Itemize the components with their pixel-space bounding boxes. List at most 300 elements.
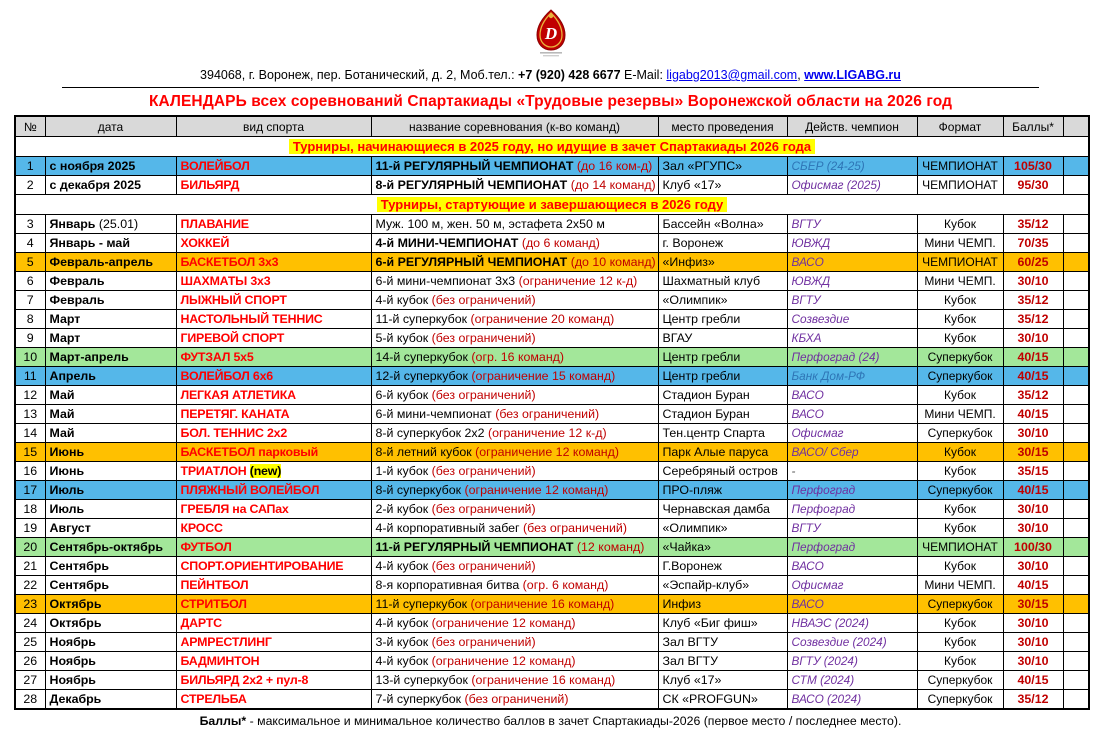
row-number-cell: 19 <box>15 519 45 538</box>
points-cell: 30/10 <box>1003 424 1063 443</box>
competition-name-cell <box>371 157 658 176</box>
empty-cell <box>1063 176 1089 195</box>
competition-name: Муж. 100 м, жен. 50 м, эстафета 2х50 м <box>375 217 605 231</box>
date-cell: Февраль <box>45 272 176 291</box>
competition-limit-note: (ограничение 12 команд) <box>475 445 619 459</box>
competition-name: 11-й РЕГУЛЯРНЫЙ ЧЕМПИОНАТ <box>375 159 574 173</box>
sport-cell: ЛЫЖНЫЙ СПОРТ <box>176 291 371 310</box>
empty-cell <box>1063 614 1089 633</box>
competition-limit-note: (без ограничений) <box>431 464 536 478</box>
champion-cell: КБХА <box>787 329 917 348</box>
competition-name: 11-й суперкубок <box>375 312 468 326</box>
row-number-cell: 28 <box>15 690 45 710</box>
empty-cell <box>1063 348 1089 367</box>
row-number-cell: 11 <box>15 367 45 386</box>
row-number-cell: 10 <box>15 348 45 367</box>
competition-name-cell <box>371 614 658 633</box>
date-cell: Сентябрь <box>45 576 176 595</box>
date-cell: Июнь <box>45 462 176 481</box>
sport-cell: ГРЕБЛЯ на САПах <box>176 500 371 519</box>
format-cell: Кубок <box>917 500 1003 519</box>
sport-cell: ШАХМАТЫ 3х3 <box>176 272 371 291</box>
champion-cell: НВАЭС (2024) <box>787 614 917 633</box>
empty-cell <box>1063 595 1089 614</box>
points-cell: 35/12 <box>1003 291 1063 310</box>
table-row <box>15 310 1089 329</box>
champion-cell: Перфоград (24) <box>787 348 917 367</box>
sport-cell: ПЛЯЖНЫЙ ВОЛЕЙБОЛ <box>176 481 371 500</box>
format-cell: ЧЕМПИОНАТ <box>917 157 1003 176</box>
empty-cell <box>1063 633 1089 652</box>
points-cell: 35/12 <box>1003 215 1063 234</box>
competition-name-cell <box>371 424 658 443</box>
empty-cell <box>1063 405 1089 424</box>
sport-cell: КРОСС <box>176 519 371 538</box>
format-cell: Кубок <box>917 652 1003 671</box>
table-row <box>15 348 1089 367</box>
footer-points-text: - максимальное и минимальное количество баллов в зачет Спартакиады-2026 (первое место / последнее место). <box>246 714 902 728</box>
format-cell: Суперкубок <box>917 348 1003 367</box>
points-cell: 35/12 <box>1003 690 1063 710</box>
competition-limit-note: (ограничение 12 команд) <box>431 616 576 630</box>
venue-cell: Клуб «17» <box>658 671 787 690</box>
sport-cell: СПОРТ.ОРИЕНТИРОВАНИЕ <box>176 557 371 576</box>
contact-address: 394068, г. Воронеж, пер. Ботанический, д. 2, Моб.тел.: <box>200 68 519 82</box>
champion-cell: ВГТУ <box>787 519 917 538</box>
competition-limit-note: (без ограничений) <box>431 388 536 402</box>
champion-cell: ВАСО/ Сбер <box>787 443 917 462</box>
date-cell: Февраль <box>45 291 176 310</box>
section-banner-text: Турниры, стартующие и завершающиеся в 2026 году <box>377 197 728 212</box>
format-cell: Суперкубок <box>917 671 1003 690</box>
competition-name: 4-й кубок <box>375 293 429 307</box>
table-row <box>15 557 1089 576</box>
date-cell: Январь - май <box>45 234 176 253</box>
points-cell: 40/15 <box>1003 348 1063 367</box>
contact-separator: , <box>797 68 805 82</box>
svg-text:D: D <box>544 24 557 43</box>
row-number-cell: 1 <box>15 157 45 176</box>
competition-name-cell <box>371 329 658 348</box>
row-number-cell: 9 <box>15 329 45 348</box>
date-cell: Июнь <box>45 443 176 462</box>
table-row <box>15 405 1089 424</box>
format-cell: Кубок <box>917 614 1003 633</box>
champion-cell: ВАСО <box>787 557 917 576</box>
venue-cell: Г.Воронеж <box>658 557 787 576</box>
sport-cell: ВОЛЕЙБОЛ 6х6 <box>176 367 371 386</box>
venue-cell: «Олимпик» <box>658 291 787 310</box>
table-row <box>15 500 1089 519</box>
competition-limit-note: (ограничение 16 команд) <box>471 673 616 687</box>
calendar-table-body <box>15 137 1089 710</box>
competition-name-cell <box>371 595 658 614</box>
competition-name: 4-й кубок <box>375 616 429 630</box>
venue-cell: Шахматный клуб <box>658 272 787 291</box>
competition-name: 6-й кубок <box>375 388 429 402</box>
venue-cell: Центр гребли <box>658 367 787 386</box>
venue-cell: Клуб «Биг фиш» <box>658 614 787 633</box>
date-cell: Июль <box>45 500 176 519</box>
row-number-cell: 16 <box>15 462 45 481</box>
champion-cell: ВАСО <box>787 386 917 405</box>
sport-cell: ЛЕГКАЯ АТЛЕТИКА <box>176 386 371 405</box>
competition-name-cell <box>371 633 658 652</box>
section-banner-cell <box>15 137 1089 157</box>
competition-name-cell <box>371 443 658 462</box>
competition-name-cell <box>371 557 658 576</box>
venue-cell: Парк Алые паруса <box>658 443 787 462</box>
table-row <box>15 234 1089 253</box>
champion-cell: ЮВЖД <box>787 234 917 253</box>
col-header-empty <box>1063 116 1089 137</box>
competition-limit-note: (ограничение 15 команд) <box>471 369 616 383</box>
empty-cell <box>1063 329 1089 348</box>
col-header-sport: вид спорта <box>176 116 371 137</box>
competition-limit-note: (без ограничений) <box>495 407 600 421</box>
champion-cell: Банк Дом-РФ <box>787 367 917 386</box>
venue-cell: «Чайка» <box>658 538 787 557</box>
competition-name-cell <box>371 576 658 595</box>
points-cell: 35/12 <box>1003 386 1063 405</box>
competition-limit-note: (12 команд) <box>576 540 645 554</box>
venue-cell: Зал «РГУПС» <box>658 157 787 176</box>
row-number-cell: 27 <box>15 671 45 690</box>
competition-name: 8-й суперкубок <box>375 483 462 497</box>
sport-cell: ПЕРЕТЯГ. КАНАТА <box>176 405 371 424</box>
champion-cell: Офисмаг <box>787 576 917 595</box>
competition-name: 4-й кубок <box>375 559 429 573</box>
sport-cell: АРМРЕСТЛИНГ <box>176 633 371 652</box>
table-row <box>15 652 1089 671</box>
champion-cell: ВГТУ <box>787 215 917 234</box>
empty-cell <box>1063 215 1089 234</box>
champion-cell: - <box>787 462 917 481</box>
email-link[interactable]: ligabg2013@gmail.com <box>666 68 798 82</box>
row-number-cell: 20 <box>15 538 45 557</box>
table-row <box>15 576 1089 595</box>
table-row <box>15 538 1089 557</box>
competition-name-cell <box>371 519 658 538</box>
format-cell: Кубок <box>917 215 1003 234</box>
sport-cell: ДАРТС <box>176 614 371 633</box>
row-number-cell: 26 <box>15 652 45 671</box>
date-cell: Март <box>45 310 176 329</box>
format-cell: Кубок <box>917 386 1003 405</box>
competition-name-cell <box>371 348 658 367</box>
table-row <box>15 253 1089 272</box>
table-row <box>15 614 1089 633</box>
venue-cell: Бассейн «Волна» <box>658 215 787 234</box>
competition-limit-note: (до 6 команд) <box>521 236 600 250</box>
empty-cell <box>1063 519 1089 538</box>
sport-cell: СТРИТБОЛ <box>176 595 371 614</box>
row-number-cell: 14 <box>15 424 45 443</box>
date-cell: Апрель <box>45 367 176 386</box>
competition-name: 14-й суперкубок <box>375 350 468 364</box>
website-link[interactable]: www.LIGABG.ru <box>804 68 901 82</box>
format-cell: Кубок <box>917 310 1003 329</box>
date-cell: Июль <box>45 481 176 500</box>
competition-limit-note: (без ограничений) <box>431 559 536 573</box>
points-cell: 40/15 <box>1003 671 1063 690</box>
date-cell: Декабрь <box>45 690 176 710</box>
row-number-cell: 25 <box>15 633 45 652</box>
date-cell: Март <box>45 329 176 348</box>
row-number-cell: 3 <box>15 215 45 234</box>
row-number-cell: 12 <box>15 386 45 405</box>
empty-cell <box>1063 500 1089 519</box>
competition-name: 11-й РЕГУЛЯРНЫЙ ЧЕМПИОНАТ <box>375 540 574 554</box>
venue-cell: Чернавская дамба <box>658 500 787 519</box>
sport-cell: БИЛЬЯРД <box>176 176 371 195</box>
row-number-cell: 7 <box>15 291 45 310</box>
competition-limit-note: (ограничение 12 команд) <box>464 483 609 497</box>
competition-limit-note: (огр. 6 команд) <box>522 578 609 592</box>
table-header-row <box>15 116 1089 137</box>
competition-name: 8-й летний кубок <box>375 445 472 459</box>
venue-cell: ВГАУ <box>658 329 787 348</box>
competition-name: 4-й корпоративный забег <box>375 521 520 535</box>
points-cell: 35/12 <box>1003 310 1063 329</box>
date-cell: Сентябрь-октябрь <box>45 538 176 557</box>
table-row <box>15 671 1089 690</box>
points-cell: 95/30 <box>1003 176 1063 195</box>
competition-name-cell <box>371 405 658 424</box>
row-number-cell: 23 <box>15 595 45 614</box>
competition-name-cell <box>371 652 658 671</box>
competition-limit-note: (до 14 команд) <box>570 178 656 192</box>
competition-limit-note: (без ограничений) <box>431 502 536 516</box>
col-header-date: дата <box>45 116 176 137</box>
header-divider <box>62 87 1039 88</box>
champion-cell: Созвездие (2024) <box>787 633 917 652</box>
competition-name-cell <box>371 291 658 310</box>
col-header-champion: Действ. чемпион <box>787 116 917 137</box>
champion-cell: Перфоград <box>787 481 917 500</box>
competition-name: 4-й МИНИ-ЧЕМПИОНАТ <box>375 236 519 250</box>
table-row <box>15 633 1089 652</box>
venue-cell: Центр гребли <box>658 348 787 367</box>
competition-name: 5-й кубок <box>375 331 429 345</box>
points-cell: 100/30 <box>1003 538 1063 557</box>
competition-limit-note: (ограничение 12 к-д) <box>487 426 607 440</box>
row-number-cell: 21 <box>15 557 45 576</box>
points-cell: 40/15 <box>1003 405 1063 424</box>
date-note: (25.01) <box>98 217 139 231</box>
competition-name: 8-й РЕГУЛЯРНЫЙ ЧЕМПИОНАТ <box>375 178 568 192</box>
venue-cell: Зал ВГТУ <box>658 633 787 652</box>
points-cell: 30/15 <box>1003 595 1063 614</box>
competition-name-cell <box>371 310 658 329</box>
empty-cell <box>1063 253 1089 272</box>
empty-cell <box>1063 367 1089 386</box>
date-cell: Сентябрь <box>45 557 176 576</box>
empty-cell <box>1063 576 1089 595</box>
empty-cell <box>1063 157 1089 176</box>
competition-name: 6-й РЕГУЛЯРНЫЙ ЧЕМПИОНАТ <box>375 255 568 269</box>
points-cell: 60/25 <box>1003 253 1063 272</box>
format-cell: ЧЕМПИОНАТ <box>917 538 1003 557</box>
points-cell: 40/15 <box>1003 481 1063 500</box>
format-cell: Мини ЧЕМП. <box>917 576 1003 595</box>
sport-cell: ФУТЗАЛ 5х5 <box>176 348 371 367</box>
contact-email-label: E-Mail: <box>620 68 667 82</box>
col-header-points: Баллы* <box>1003 116 1063 137</box>
venue-cell: Тен.центр Спарта <box>658 424 787 443</box>
section-banner-row <box>15 195 1089 215</box>
format-cell: Мини ЧЕМП. <box>917 234 1003 253</box>
col-header-competition: название соревнования (к-во команд) <box>371 116 658 137</box>
date-cell: Март-апрель <box>45 348 176 367</box>
row-number-cell: 17 <box>15 481 45 500</box>
date-cell: Май <box>45 424 176 443</box>
empty-cell <box>1063 443 1089 462</box>
champion-cell: ВГТУ (2024) <box>787 652 917 671</box>
format-cell: Суперкубок <box>917 690 1003 710</box>
date-cell: Ноябрь <box>45 652 176 671</box>
sport-cell: БОЛ. ТЕННИС 2х2 <box>176 424 371 443</box>
table-row <box>15 519 1089 538</box>
page-title: КАЛЕНДАРЬ всех соревнований Спартакиады «Трудовые резервы» Воронежской области на 2026 год <box>148 93 953 110</box>
date-cell: Май <box>45 386 176 405</box>
col-header-format: Формат <box>917 116 1003 137</box>
date-cell: с декабря 2025 <box>45 176 176 195</box>
row-number-cell: 4 <box>15 234 45 253</box>
date-cell: Февраль-апрель <box>45 253 176 272</box>
row-number-cell: 8 <box>15 310 45 329</box>
competition-limit-note: (до 10 команд) <box>570 255 656 269</box>
empty-cell <box>1063 310 1089 329</box>
format-cell: Кубок <box>917 462 1003 481</box>
table-row <box>15 329 1089 348</box>
liga-logo-icon <box>530 8 572 58</box>
venue-cell: ПРО-пляж <box>658 481 787 500</box>
venue-cell: «Эспайр-клуб» <box>658 576 787 595</box>
competition-limit-note: (без ограничений) <box>464 692 569 706</box>
champion-cell: ВАСО (2024) <box>787 690 917 710</box>
competition-name: 3-й кубок <box>375 635 429 649</box>
format-cell: Мини ЧЕМП. <box>917 405 1003 424</box>
competition-limit-note: (ограничение 20 команд) <box>470 312 615 326</box>
header-logo-area <box>0 0 1101 66</box>
competition-name: 12-й суперкубок <box>375 369 468 383</box>
champion-cell: СТМ (2024) <box>787 671 917 690</box>
format-cell: Суперкубок <box>917 595 1003 614</box>
col-header-venue: место проведения <box>658 116 787 137</box>
empty-cell <box>1063 462 1089 481</box>
competition-name: 2-й кубок <box>375 502 429 516</box>
points-cell: 30/10 <box>1003 652 1063 671</box>
sport-cell: ФУТБОЛ <box>176 538 371 557</box>
table-row <box>15 690 1089 710</box>
row-number-cell: 6 <box>15 272 45 291</box>
competition-name: 8-й суперкубок 2х2 <box>375 426 485 440</box>
format-cell: Кубок <box>917 633 1003 652</box>
competition-name-cell <box>371 690 658 710</box>
row-number-cell: 18 <box>15 500 45 519</box>
empty-cell <box>1063 671 1089 690</box>
empty-cell <box>1063 652 1089 671</box>
champion-cell: ВАСО <box>787 253 917 272</box>
row-number-cell: 13 <box>15 405 45 424</box>
table-row <box>15 272 1089 291</box>
footer-note <box>0 714 1101 728</box>
table-row <box>15 386 1089 405</box>
competition-name-cell <box>371 253 658 272</box>
empty-cell <box>1063 424 1089 443</box>
sport-new-badge: (new) <box>249 464 282 478</box>
venue-cell: Инфиз <box>658 595 787 614</box>
table-row <box>15 424 1089 443</box>
competition-name: 6-й мини-чемпионат <box>375 407 492 421</box>
competition-limit-note: (без ограничений) <box>431 635 536 649</box>
competition-name-cell <box>371 367 658 386</box>
competition-name-cell <box>371 234 658 253</box>
format-cell: Суперкубок <box>917 481 1003 500</box>
competition-name-cell <box>371 272 658 291</box>
champion-cell: Перфоград <box>787 538 917 557</box>
contact-phone: +7 (920) 428 6677 <box>518 68 621 82</box>
points-cell: 40/15 <box>1003 367 1063 386</box>
table-row <box>15 595 1089 614</box>
points-cell: 40/15 <box>1003 576 1063 595</box>
points-cell: 70/35 <box>1003 234 1063 253</box>
points-cell: 30/10 <box>1003 329 1063 348</box>
venue-cell: «Инфиз» <box>658 253 787 272</box>
table-row <box>15 291 1089 310</box>
champion-cell: ЮВЖД <box>787 272 917 291</box>
table-row <box>15 367 1089 386</box>
format-cell: Кубок <box>917 519 1003 538</box>
venue-cell: г. Воронеж <box>658 234 787 253</box>
competition-limit-note: (до 16 ком-д) <box>576 159 653 173</box>
points-cell: 30/10 <box>1003 633 1063 652</box>
competition-name: 8-я корпоративная битва <box>375 578 520 592</box>
champion-cell: ВАСО <box>787 405 917 424</box>
points-cell: 30/10 <box>1003 519 1063 538</box>
venue-cell: «Олимпик» <box>658 519 787 538</box>
competition-name-cell <box>371 538 658 557</box>
champion-cell: Офисмаг <box>787 424 917 443</box>
venue-cell: Серебряный остров <box>658 462 787 481</box>
date-cell: Ноябрь <box>45 633 176 652</box>
competition-name: 11-й суперкубок <box>375 597 468 611</box>
table-row <box>15 176 1089 195</box>
competition-name-cell <box>371 500 658 519</box>
date-cell: Январь (25.01) <box>45 215 176 234</box>
competition-name: 6-й мини-чемпионат 3х3 <box>375 274 516 288</box>
section-banner-cell <box>15 195 1089 215</box>
row-number-cell: 22 <box>15 576 45 595</box>
sport-cell: ХОККЕЙ <box>176 234 371 253</box>
format-cell: Суперкубок <box>917 424 1003 443</box>
champion-cell: ВГТУ <box>787 291 917 310</box>
competition-limit-note: (огр. 16 команд) <box>471 350 565 364</box>
sport-cell: НАСТОЛЬНЫЙ ТЕННИС <box>176 310 371 329</box>
champion-cell: ВАСО <box>787 595 917 614</box>
empty-cell <box>1063 557 1089 576</box>
venue-cell: Стадион Буран <box>658 405 787 424</box>
champion-cell: Созвездие <box>787 310 917 329</box>
sport-cell: БАСКЕТБОЛ 3х3 <box>176 253 371 272</box>
date-cell: Май <box>45 405 176 424</box>
competition-name-cell <box>371 215 658 234</box>
table-row <box>15 481 1089 500</box>
date-cell: с ноября 2025 <box>45 157 176 176</box>
format-cell: ЧЕМПИОНАТ <box>917 176 1003 195</box>
format-cell: Кубок <box>917 329 1003 348</box>
